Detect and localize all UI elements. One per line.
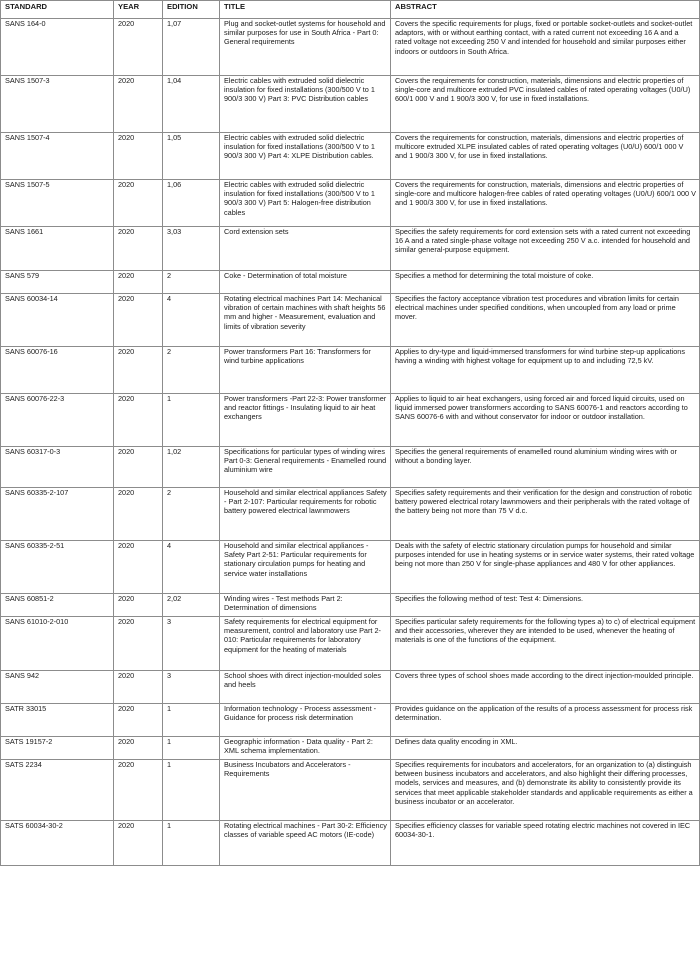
cell-standard: SATS 2234 xyxy=(1,760,114,821)
cell-year: 2020 xyxy=(114,19,163,76)
table-row xyxy=(1,541,700,594)
cell-standard: SANS 60851-2 xyxy=(1,594,114,617)
header-standard: STANDARD xyxy=(1,1,114,19)
cell-abstract: Covers the requirements for construction, materials, dimensions and electric properties of single-core and multicore extruded PVC insulated cables of rated operating voltages (U0/U) 600/1 000 V and 1 900/3 300 V, for use in fixed installations. xyxy=(391,76,700,133)
cell-title: Cord extension sets xyxy=(220,227,391,271)
cell-edition: 1 xyxy=(163,394,220,447)
cell-abstract: Covers the requirements for construction, materials, dimensions and electric properties of multicore extruded XLPE insulated cables of rated operating voltages (U0/U) 600/1 000 V and 1 900/3 300 V, for use in fixed installations. xyxy=(391,133,700,180)
cell-title: Rotating electrical machines - Part 30-2: Efficiency classes of variable speed AC motors (IE-code) xyxy=(220,821,391,866)
table-row xyxy=(1,671,700,704)
table-row xyxy=(1,76,700,133)
cell-abstract: Specifies the safety requirements for cord extension sets with a rated current not exceeding 16 A and a rated single-phase voltage not exceeding 250 V a.c. intended for household and similar general-purpose equipment. xyxy=(391,227,700,271)
cell-standard: SANS 164-0 xyxy=(1,19,114,76)
cell-title: Power transformers -Part 22-3: Power transformer and reactor fittings - Insulating liquid to air heat exchangers xyxy=(220,394,391,447)
cell-abstract: Specifies particular safety requirements for the following types a) to c) of electrical equipment and their accessories, wherever they are intended to be used, whenever the heating of materials is one of the functions of the equipment. xyxy=(391,617,700,671)
cell-standard: SANS 1507-3 xyxy=(1,76,114,133)
cell-edition: 1,06 xyxy=(163,180,220,227)
cell-year: 2020 xyxy=(114,594,163,617)
table-row xyxy=(1,760,700,821)
cell-standard: SANS 60076-16 xyxy=(1,347,114,394)
cell-year: 2020 xyxy=(114,447,163,488)
cell-standard: SANS 60034-14 xyxy=(1,294,114,347)
cell-abstract: Specifies a method for determining the total moisture of coke. xyxy=(391,271,700,294)
table-row xyxy=(1,704,700,737)
cell-abstract: Specifies requirements for incubators and accelerators, for an organization to (a) distinguish between business incubators and accelerators, and also highlight their differing processes, models, services and measures, and (b) demonstrate its ability to consistently provide its services that meet applicable stakeholder standards and applicable requirements as either a business incubator or an accelerator. xyxy=(391,760,700,821)
cell-edition: 4 xyxy=(163,541,220,594)
cell-title: Electric cables with extruded solid dielectric insulation for fixed installations (300/500 V to 1 900/3 300 V) Part 4: XLPE Distribution cables. xyxy=(220,133,391,180)
cell-edition: 2 xyxy=(163,347,220,394)
cell-year: 2020 xyxy=(114,271,163,294)
cell-standard: SANS 1507-5 xyxy=(1,180,114,227)
cell-standard: SANS 60076-22-3 xyxy=(1,394,114,447)
cell-year: 2020 xyxy=(114,737,163,760)
table-row xyxy=(1,133,700,180)
cell-edition: 1 xyxy=(163,704,220,737)
cell-abstract: Specifies efficiency classes for variable speed rotating electric machines not covered in IEC 60034-30-1. xyxy=(391,821,700,866)
table-body xyxy=(1,19,700,866)
cell-year: 2020 xyxy=(114,394,163,447)
cell-edition: 2 xyxy=(163,488,220,541)
cell-year: 2020 xyxy=(114,488,163,541)
cell-title: Geographic information - Data quality - Part 2: XML schema implementation. xyxy=(220,737,391,760)
cell-edition: 1 xyxy=(163,821,220,866)
cell-standard: SANS 61010-2-010 xyxy=(1,617,114,671)
header-year: YEAR xyxy=(114,1,163,19)
cell-title: Electric cables with extruded solid dielectric insulation for fixed installations (300/500 V to 1 900/3 300 V) Part 5: Halogen-free distribution cables xyxy=(220,180,391,227)
cell-edition: 1,05 xyxy=(163,133,220,180)
table-row xyxy=(1,271,700,294)
cell-year: 2020 xyxy=(114,133,163,180)
cell-year: 2020 xyxy=(114,227,163,271)
header-title: TITLE xyxy=(220,1,391,19)
cell-title: Specifications for particular types of winding wires Part 0-3: General requirements - Enamelled round aluminium wire xyxy=(220,447,391,488)
cell-title: Plug and socket-outlet systems for household and similar purposes for use in South Africa - Part 0: General requirements xyxy=(220,19,391,76)
header-row xyxy=(1,1,700,19)
cell-title: Power transformers Part 16: Transformers for wind turbine applications xyxy=(220,347,391,394)
cell-abstract: Specifies the general requirements of enamelled round aluminium winding wires with or without a bonding layer. xyxy=(391,447,700,488)
cell-year: 2020 xyxy=(114,294,163,347)
cell-abstract: Covers the specific requirements for plugs, fixed or portable socket-outlets and socket-outlet adaptors, with or without earthing contact, with a rated current not exceeding 16 A and a rated voltage not exceeding 250 V and intended for household and similar purposes either indoors or outdoors in South Africa. xyxy=(391,19,700,76)
table-row xyxy=(1,294,700,347)
cell-edition: 3 xyxy=(163,617,220,671)
table-row xyxy=(1,617,700,671)
cell-standard: SATS 19157-2 xyxy=(1,737,114,760)
cell-title: Coke - Determination of total moisture xyxy=(220,271,391,294)
cell-standard: SANS 60317-0-3 xyxy=(1,447,114,488)
cell-edition: 1,07 xyxy=(163,19,220,76)
cell-year: 2020 xyxy=(114,760,163,821)
table-row xyxy=(1,488,700,541)
cell-year: 2020 xyxy=(114,671,163,704)
cell-edition: 1 xyxy=(163,760,220,821)
cell-standard: SANS 942 xyxy=(1,671,114,704)
cell-edition: 3,03 xyxy=(163,227,220,271)
table-row xyxy=(1,394,700,447)
cell-year: 2020 xyxy=(114,76,163,133)
cell-standard: SATR 33015 xyxy=(1,704,114,737)
cell-edition: 1,02 xyxy=(163,447,220,488)
cell-abstract: Applies to dry-type and liquid-immersed transformers for wind turbine step-up applications having a winding with highest voltage for equipment up to and including 72,5 kV. xyxy=(391,347,700,394)
cell-abstract: Provides guidance on the application of the results of a process assessment for process risk determination. xyxy=(391,704,700,737)
cell-title: Rotating electrical machines Part 14: Mechanical vibration of certain machines with shaft heights 56 mm and higher - Measurement, evaluation and limits of vibration severity xyxy=(220,294,391,347)
cell-year: 2020 xyxy=(114,347,163,394)
cell-standard: SANS 60335-2-51 xyxy=(1,541,114,594)
cell-edition: 2 xyxy=(163,271,220,294)
cell-standard: SATS 60034-30-2 xyxy=(1,821,114,866)
cell-year: 2020 xyxy=(114,180,163,227)
cell-abstract: Specifies the factory acceptance vibration test procedures and vibration limits for certain electrical machines under specified conditions, when uncoupled from any load or prime mover. xyxy=(391,294,700,347)
cell-title: Safety requirements for electrical equipment for measurement, control and laboratory use Part 2-010: Particular requirements for laboratory equipment for the heating of materials xyxy=(220,617,391,671)
cell-year: 2020 xyxy=(114,541,163,594)
cell-title: Winding wires - Test methods Part 2: Determination of dimensions xyxy=(220,594,391,617)
cell-abstract: Covers the requirements for construction, materials, dimensions and electric properties of single-core and multicore halogen-free cables of rated operating voltages (U0/U) 600/1 000 V and 1 900/3 300 V, for use in fixed installations. xyxy=(391,180,700,227)
cell-abstract: Deals with the safety of electric stationary circulation pumps for household and similar purposes intended for use in heating systems or in service water systems, their rated voltage being not more than 250 V for single-phase appliances and 480 V for other appliances. xyxy=(391,541,700,594)
table-row xyxy=(1,227,700,271)
cell-standard: SANS 1507-4 xyxy=(1,133,114,180)
cell-edition: 2,02 xyxy=(163,594,220,617)
cell-edition: 4 xyxy=(163,294,220,347)
cell-abstract: Applies to liquid to air heat exchangers, using forced air and forced liquid circuits, used on liquid immersed power transformers according to SANS 60076-1 and reactors according to SANS 60076-6 with and without conservator for indoor or outdoor installation. xyxy=(391,394,700,447)
cell-title: Information technology - Process assessment - Guidance for process risk determination xyxy=(220,704,391,737)
cell-year: 2020 xyxy=(114,821,163,866)
cell-edition: 3 xyxy=(163,671,220,704)
table-row xyxy=(1,737,700,760)
table-header xyxy=(1,1,700,19)
cell-edition: 1,04 xyxy=(163,76,220,133)
table-row xyxy=(1,180,700,227)
table-row xyxy=(1,821,700,866)
table-row xyxy=(1,347,700,394)
cell-standard: SANS 579 xyxy=(1,271,114,294)
cell-title: Household and similar electrical appliances - Safety Part 2-51: Particular requirements for stationary circulation pumps for heating and service water installations xyxy=(220,541,391,594)
cell-title: Electric cables with extruded solid dielectric insulation for fixed installations (300/500 V to 1 900/3 300 V) Part 3: PVC Distribution cables xyxy=(220,76,391,133)
cell-abstract: Covers three types of school shoes made according to the direct injection-moulded principle. xyxy=(391,671,700,704)
header-abstract: ABSTRACT xyxy=(391,1,700,19)
cell-title: Business Incubators and Accelerators - Requirements xyxy=(220,760,391,821)
cell-edition: 1 xyxy=(163,737,220,760)
cell-abstract: Specifies safety requirements and their verification for the design and construction of robotic battery powered electrical rotary lawnmowers and their peripherals with the rated voltage of the battery being not more than 75 V d.c. xyxy=(391,488,700,541)
table-row xyxy=(1,19,700,76)
table-row xyxy=(1,447,700,488)
cell-year: 2020 xyxy=(114,704,163,737)
table-row xyxy=(1,594,700,617)
cell-title: Household and similar electrical appliances Safety - Part 2-107: Particular requirements for robotic battery powered electrical lawnmowers xyxy=(220,488,391,541)
header-edition: EDITION xyxy=(163,1,220,19)
cell-abstract: Specifies the following method of test: Test 4: Dimensions. xyxy=(391,594,700,617)
cell-abstract: Defines data quality encoding in XML. xyxy=(391,737,700,760)
cell-standard: SANS 1661 xyxy=(1,227,114,271)
cell-standard: SANS 60335-2-107 xyxy=(1,488,114,541)
cell-year: 2020 xyxy=(114,617,163,671)
cell-title: School shoes with direct injection-moulded soles and heels xyxy=(220,671,391,704)
